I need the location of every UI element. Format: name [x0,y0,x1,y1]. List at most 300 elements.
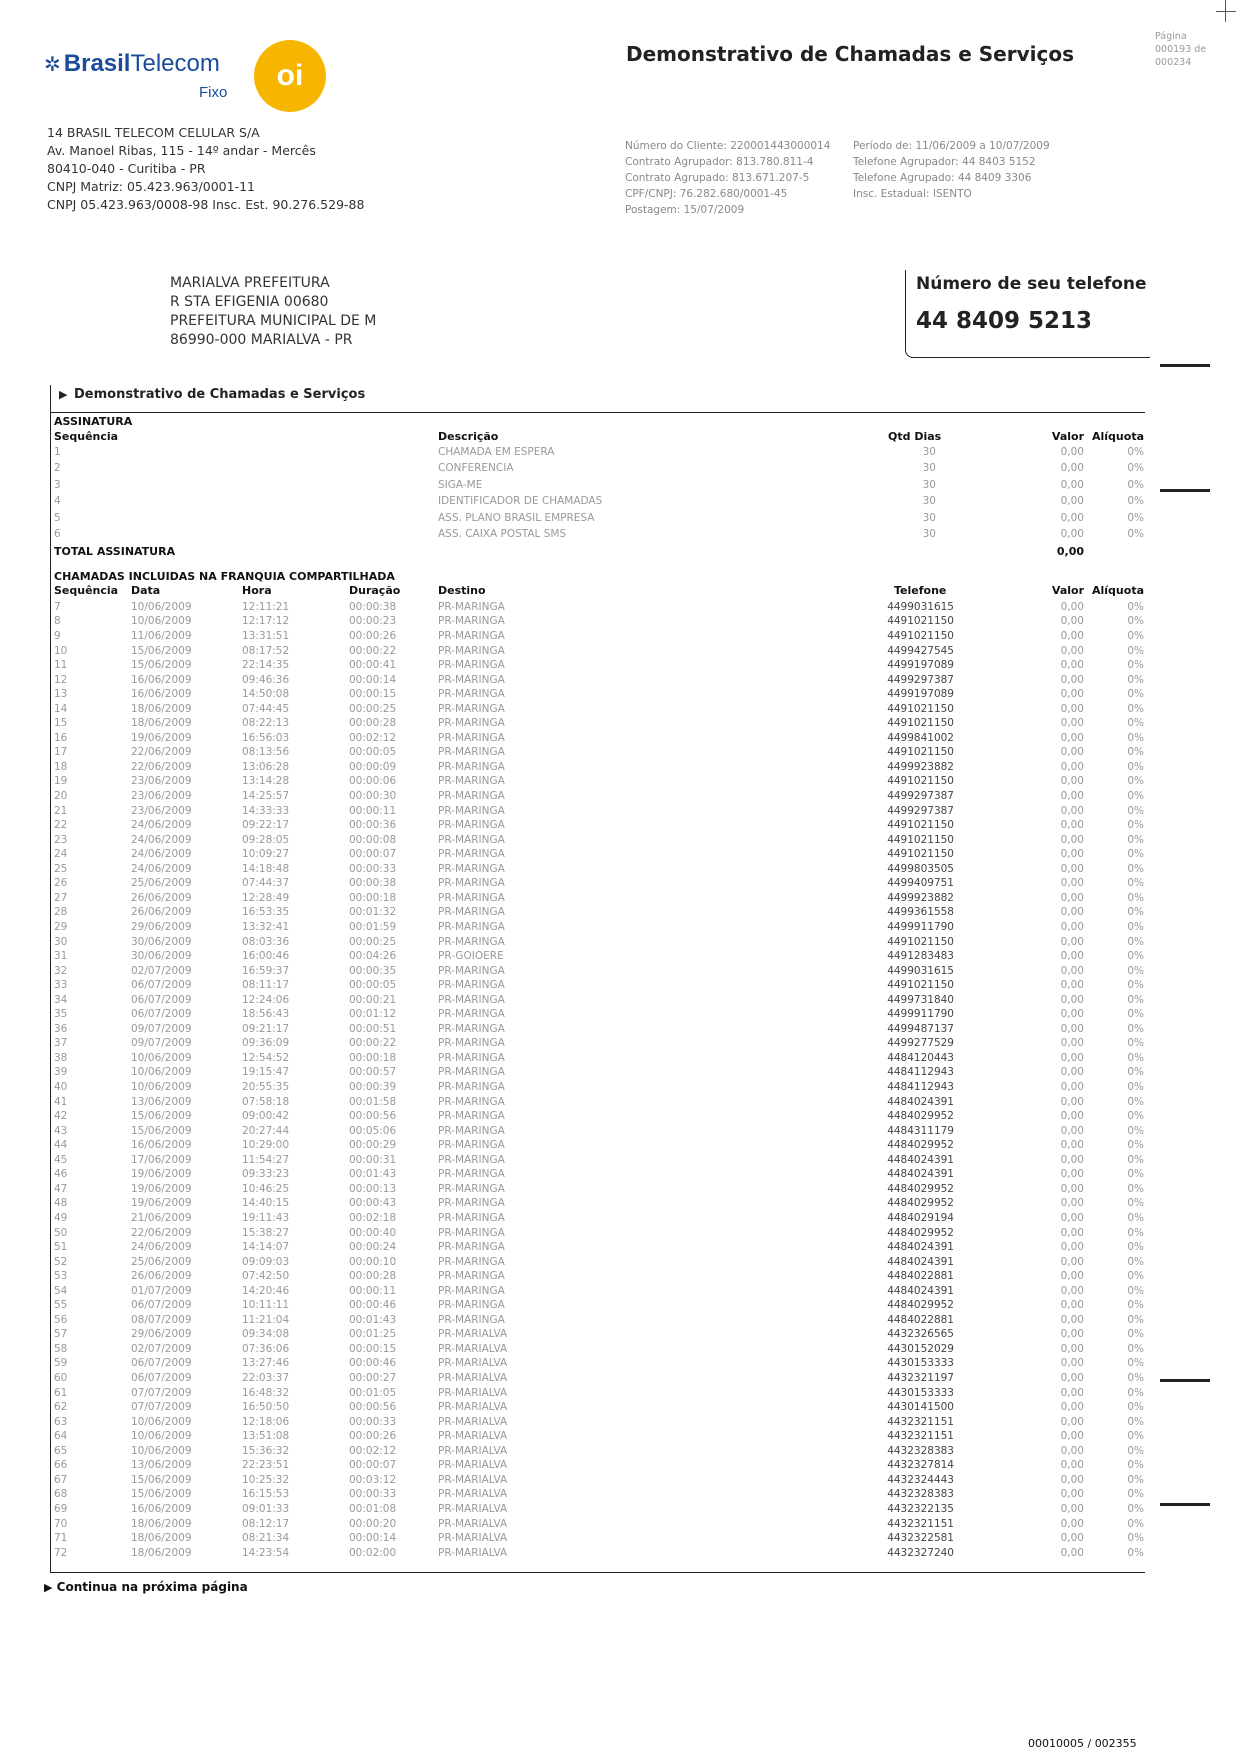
seq-cell: 18 [54,760,68,773]
print-mark [1160,1379,1210,1382]
call-row [54,687,1144,702]
duration-cell: 00:04:26 [349,950,397,963]
date-cell: 02/07/2009 [131,964,192,977]
call-row [54,745,1144,760]
time-cell: 09:36:09 [242,1037,290,1050]
seq-cell: 26 [54,877,68,890]
valor-cell: 0,00 [1060,1415,1084,1428]
seq-cell: 25 [54,862,68,875]
phone-number-box [905,270,1150,358]
call-row [54,1095,1144,1110]
duration-cell: 00:00:33 [349,862,397,875]
duration-cell: 00:00:41 [349,659,397,672]
valor-cell: 0,00 [1060,1284,1084,1297]
seq-cell: 15 [54,717,68,730]
duration-cell: 00:00:11 [349,1284,397,1297]
time-cell: 20:27:44 [242,1124,290,1137]
date-cell: 15/06/2009 [131,1124,192,1137]
col-aliquota: Alíquota [1092,429,1144,443]
date-cell: 01/07/2009 [131,1284,192,1297]
duration-cell: 00:00:18 [349,1051,397,1064]
valor-cell: 0,00 [1060,717,1084,730]
desc-cell: SIGA-ME [438,478,483,491]
call-row [54,1502,1144,1517]
time-cell: 16:00:46 [242,950,290,963]
valor-cell: 0,00 [1060,1430,1084,1443]
call-row [54,1517,1144,1532]
date-cell: 24/06/2009 [131,1241,192,1254]
date-cell: 06/07/2009 [131,1008,192,1021]
col-aliquota: Alíquota [1092,584,1144,598]
valor-cell: 0,00 [1060,935,1084,948]
destination-cell: PR-MARINGA [438,1241,505,1254]
destination-cell: PR-MARINGA [438,891,505,904]
valor-cell: 0,00 [1060,1357,1084,1370]
time-cell: 14:23:54 [242,1546,290,1559]
seq-cell: 3 [54,478,61,491]
destination-cell: PR-MARINGA [438,935,505,948]
phone-cell: 4484112943 [887,1066,954,1079]
seq-cell: 57 [54,1328,68,1341]
aliquota-cell: 0% [1127,615,1144,628]
assinatura-label: ASSINATURA [54,415,133,428]
duration-cell: 00:00:38 [349,600,397,613]
valor-cell: 0,00 [1060,1488,1084,1501]
assinatura-header [54,430,1144,445]
destination-cell: PR-MARINGA [438,877,505,890]
duration-cell: 00:00:24 [349,1241,397,1254]
date-cell: 15/06/2009 [131,1488,192,1501]
duration-cell: 00:00:56 [349,1401,397,1414]
duration-cell: 00:00:22 [349,1037,397,1050]
aliquota-cell: 0% [1127,1502,1144,1515]
date-cell: 18/06/2009 [131,1517,192,1530]
seq-cell: 9 [54,629,61,642]
destination-cell: PR-MARINGA [438,1226,505,1239]
seq-cell: 49 [54,1211,68,1224]
oi-logo: oi [254,40,326,112]
time-cell: 08:17:52 [242,644,290,657]
aliquota-cell: 0% [1127,1488,1144,1501]
aliquota-cell: 0% [1127,511,1144,524]
duration-cell: 00:00:23 [349,615,397,628]
date-cell: 18/06/2009 [131,717,192,730]
destination-cell: PR-MARINGA [438,746,505,759]
date-cell: 23/06/2009 [131,775,192,788]
duration-cell: 00:05:06 [349,1124,397,1137]
time-cell: 09:46:36 [242,673,290,686]
aliquota-cell: 0% [1127,979,1144,992]
footer-code: 00010005 / 002355 [1028,1737,1137,1750]
time-cell: 15:36:32 [242,1444,290,1457]
desc-cell: IDENTIFICADOR DE CHAMADAS [438,495,603,508]
duration-cell: 00:00:05 [349,979,397,992]
aliquota-cell: 0% [1127,1415,1144,1428]
date-cell: 26/06/2009 [131,1270,192,1283]
time-cell: 11:21:04 [242,1313,290,1326]
destination-cell: PR-MARIALVA [438,1488,508,1501]
duration-cell: 00:00:27 [349,1372,397,1384]
seq-cell: 8 [54,615,61,628]
duration-cell: 00:00:15 [349,1342,397,1355]
duration-cell: 00:00:33 [349,1488,397,1501]
date-cell: 10/06/2009 [131,1081,192,1093]
valor-cell: 0,00 [1060,1226,1084,1239]
valor-cell: 0,00 [1060,877,1084,890]
aliquota-cell: 0% [1127,1546,1144,1559]
chamadas-title [54,570,1144,585]
aliquota-cell: 0% [1127,790,1144,802]
col-descricao: Descrição [438,429,499,443]
valor-cell: 0,00 [1060,1051,1084,1064]
seq-cell: 55 [54,1299,68,1312]
seq-cell: 10 [54,644,68,657]
call-row [54,964,1144,979]
duration-cell: 00:00:46 [349,1299,397,1312]
time-cell: 16:56:03 [242,731,290,744]
call-row [54,1138,1144,1153]
phone-cell: 4499297387 [887,790,954,802]
valor-cell: 0,00 [1060,1401,1084,1414]
destination-cell: PR-MARIALVA [438,1546,508,1559]
date-cell: 17/06/2009 [131,1153,192,1166]
seq-cell: 22 [54,819,68,832]
destination-cell: PR-MARIALVA [438,1401,508,1414]
date-cell: 09/07/2009 [131,1037,192,1050]
destination-cell: PR-MARIALVA [438,1473,508,1486]
destination-cell: PR-MARINGA [438,629,505,642]
aliquota-cell: 0% [1127,644,1144,657]
call-row [54,1327,1144,1342]
seq-cell: 16 [54,731,68,744]
valor-cell: 0,00 [1060,819,1084,832]
date-cell: 24/06/2009 [131,848,192,861]
phone-cell: 4499031615 [887,964,954,977]
valor-cell: 0,00 [1060,1182,1084,1195]
duration-cell: 00:00:09 [349,760,397,773]
aliquota-cell: 0% [1127,673,1144,686]
duration-cell: 00:00:18 [349,891,397,904]
seq-cell: 5 [54,511,61,524]
seq-cell: 14 [54,702,68,715]
time-cell: 16:53:35 [242,906,290,919]
destination-cell: PR-MARINGA [438,804,505,817]
time-cell: 07:58:18 [242,1095,290,1108]
call-row [54,993,1144,1008]
valor-cell: 0,00 [1060,1372,1084,1384]
valor-cell: 0,00 [1060,702,1084,715]
phone-label: Número de seu telefone [916,274,1147,294]
phone-cell: 4491021150 [887,615,954,628]
aliquota-cell: 0% [1127,702,1144,715]
aliquota-cell: 0% [1127,760,1144,773]
time-cell: 07:44:45 [242,702,290,715]
time-cell: 22:23:51 [242,1459,290,1472]
date-cell: 10/06/2009 [131,1066,192,1079]
aliquota-cell: 0% [1127,1386,1144,1399]
aliquota-cell: 0% [1127,1517,1144,1530]
time-cell: 22:14:35 [242,659,290,672]
time-cell: 09:22:17 [242,819,290,832]
seq-cell: 19 [54,775,68,788]
seq-cell: 33 [54,979,68,992]
valor-cell: 0,00 [1060,746,1084,759]
time-cell: 13:14:28 [242,775,290,788]
time-cell: 12:54:52 [242,1051,290,1064]
aliquota-cell: 0% [1127,993,1144,1006]
duration-cell: 00:01:12 [349,1008,397,1021]
seq-cell: 71 [54,1532,68,1545]
call-row [54,1444,1144,1459]
date-cell: 19/06/2009 [131,1182,192,1195]
destination-cell: PR-MARINGA [438,1168,505,1181]
seq-cell: 7 [54,600,61,613]
destination-cell: PR-MARINGA [438,600,505,613]
phone-cell: 4499197089 [887,659,954,672]
seq-cell: 60 [54,1372,68,1384]
seq-cell: 17 [54,746,68,759]
aliquota-cell: 0% [1127,775,1144,788]
aliquota-cell: 0% [1127,1081,1144,1093]
date-cell: 06/07/2009 [131,993,192,1006]
seq-cell: 32 [54,964,68,977]
call-row [54,1051,1144,1066]
call-row [54,1080,1144,1095]
aliquota-cell: 0% [1127,1168,1144,1181]
valor-cell: 0,00 [1060,804,1084,817]
time-cell: 14:20:46 [242,1284,290,1297]
destination-cell: PR-MARIALVA [438,1328,508,1341]
destination-cell: PR-MARINGA [438,644,505,657]
call-row [54,1473,1144,1488]
date-cell: 13/06/2009 [131,1459,192,1472]
seq-cell: 6 [54,527,61,540]
valor-cell: 0,00 [1060,1168,1084,1181]
phone-cell: 4499297387 [887,804,954,817]
time-cell: 14:14:07 [242,1241,290,1254]
aliquota-cell: 0% [1127,935,1144,948]
phone-cell: 4484024391 [887,1284,954,1297]
call-row [54,1007,1144,1022]
time-cell: 18:56:43 [242,1008,290,1021]
duration-cell: 00:01:43 [349,1168,397,1181]
valor-cell: 0,00 [1060,1328,1084,1341]
seq-cell: 35 [54,1008,68,1021]
call-row [54,1196,1144,1211]
date-cell: 15/06/2009 [131,1473,192,1486]
valor-cell: 0,00 [1060,993,1084,1006]
call-row [54,1167,1144,1182]
phone-cell: 4499297387 [887,673,954,686]
phone-cell: 4484029952 [887,1197,954,1210]
phone-cell: 4484024391 [887,1168,954,1181]
crop-mark [1216,11,1236,12]
call-row [54,760,1144,775]
valor-cell: 0,00 [1060,1517,1084,1530]
date-cell: 11/06/2009 [131,629,192,642]
aliquota-cell: 0% [1127,1430,1144,1443]
date-cell: 10/06/2009 [131,1051,192,1064]
phone-cell: 4491021150 [887,746,954,759]
valor-cell: 0,00 [1060,478,1084,491]
seq-cell: 29 [54,920,68,933]
valor-cell: 0,00 [1060,950,1084,963]
destination-cell: PR-MARIALVA [438,1386,508,1399]
duration-cell: 00:00:46 [349,1357,397,1370]
destination-cell: PR-GOIOERE [438,950,504,963]
destination-cell: PR-MARINGA [438,688,505,701]
seq-cell: 50 [54,1226,68,1239]
phone-cell: 4432328383 [887,1444,954,1457]
seq-cell: 54 [54,1284,68,1297]
aliquota-cell: 0% [1127,1372,1144,1384]
duration-cell: 00:00:20 [349,1517,397,1530]
triangle-right-icon: ▶ [59,388,68,401]
valor-cell: 0,00 [1060,462,1084,475]
call-row [54,1240,1144,1255]
destination-cell: PR-MARINGA [438,1182,505,1195]
valor-cell: 0,00 [1060,1473,1084,1486]
date-cell: 18/06/2009 [131,702,192,715]
call-row [54,716,1144,731]
destination-cell: PR-MARINGA [438,673,505,686]
call-row [54,862,1144,877]
time-cell: 12:11:21 [242,600,290,613]
destination-cell: PR-MARINGA [438,833,505,846]
seq-cell: 23 [54,833,68,846]
aliquota-cell: 0% [1127,1328,1144,1341]
valor-cell: 0,00 [1060,906,1084,919]
seq-cell: 48 [54,1197,68,1210]
valor-cell: 0,00 [1060,1386,1084,1399]
page-indicator: Página 000193 de 000234 [1155,31,1207,68]
date-cell: 10/06/2009 [131,1430,192,1443]
valor-cell: 0,00 [1060,760,1084,773]
assinatura-row [54,511,1144,526]
aliquota-cell: 0% [1127,495,1144,508]
seq-cell: 24 [54,848,68,861]
duration-cell: 00:00:07 [349,1459,397,1472]
valor-cell: 0,00 [1060,688,1084,701]
aliquota-cell: 0% [1127,1401,1144,1414]
time-cell: 12:17:12 [242,615,290,628]
valor-cell: 0,00 [1060,527,1084,540]
destination-cell: PR-MARINGA [438,1124,505,1137]
seq-cell: 20 [54,790,68,802]
print-mark [1160,489,1210,492]
destination-cell: PR-MARINGA [438,659,505,672]
date-cell: 16/06/2009 [131,673,192,686]
valor-cell: 0,00 [1060,1037,1084,1050]
seq-cell: 12 [54,673,68,686]
valor-cell: 0,00 [1060,673,1084,686]
qtd-cell: 30 [922,495,936,508]
aliquota-cell: 0% [1127,1211,1144,1224]
aliquota-cell: 0% [1127,746,1144,759]
phone-cell: 4491021150 [887,848,954,861]
destination-cell: PR-MARINGA [438,1270,505,1283]
phone-cell: 4432322135 [887,1502,954,1515]
date-cell: 25/06/2009 [131,877,192,890]
duration-cell: 00:01:08 [349,1502,397,1515]
valor-cell: 0,00 [1060,446,1084,459]
call-row [54,1211,1144,1226]
desc-cell: ASS. PLANO BRASIL EMPRESA [438,511,595,524]
call-row [54,1371,1144,1386]
time-cell: 13:06:28 [242,760,290,773]
valor-cell: 0,00 [1060,1153,1084,1166]
aliquota-cell: 0% [1127,1459,1144,1472]
aliquota-cell: 0% [1127,1110,1144,1123]
seq-cell: 30 [54,935,68,948]
destination-cell: PR-MARINGA [438,906,505,919]
aliquota-cell: 0% [1127,1313,1144,1326]
valor-cell: 0,00 [1060,511,1084,524]
seq-cell: 51 [54,1241,68,1254]
call-row [54,1415,1144,1430]
phone-cell: 4484029952 [887,1139,954,1152]
assinatura-row [54,445,1144,460]
duration-cell: 00:00:57 [349,1066,397,1079]
seq-cell: 39 [54,1066,68,1079]
phone-cell: 4499731840 [887,993,954,1006]
date-cell: 29/06/2009 [131,1328,192,1341]
seq-cell: 36 [54,1022,68,1035]
destination-cell: PR-MARIALVA [438,1532,508,1545]
phone-cell: 4432322581 [887,1532,954,1545]
recipient-address: MARIALVA PREFEITURA R STA EFIGENIA 00680 PREFEITURA MUNICIPAL DE M 86990-000 MARIALVA - PR [170,275,377,348]
qtd-cell: 30 [922,511,936,524]
aliquota-cell: 0% [1127,1037,1144,1050]
call-row [54,731,1144,746]
seq-cell: 37 [54,1037,68,1050]
aliquota-cell: 0% [1127,1342,1144,1355]
duration-cell: 00:00:25 [349,702,397,715]
phone-cell: 4484024391 [887,1255,954,1268]
phone-cell: 4484024391 [887,1095,954,1108]
duration-cell: 00:01:58 [349,1095,397,1108]
qtd-cell: 30 [922,446,936,459]
time-cell: 07:42:50 [242,1270,290,1283]
phone-cell: 4432327814 [887,1459,954,1472]
seq-cell: 45 [54,1153,68,1166]
aliquota-cell: 0% [1127,629,1144,642]
col-sequencia: Sequência [54,584,119,598]
aliquota-cell: 0% [1127,1182,1144,1195]
destination-cell: PR-MARINGA [438,731,505,744]
time-cell: 12:28:49 [242,891,290,904]
phone-cell: 4499487137 [887,1022,954,1035]
date-cell: 10/06/2009 [131,615,192,628]
seq-cell: 63 [54,1415,68,1428]
date-cell: 26/06/2009 [131,906,192,919]
phone-cell: 4484029952 [887,1226,954,1239]
destination-cell: PR-MARINGA [438,993,505,1006]
valor-cell: 0,00 [1060,1022,1084,1035]
destination-cell: PR-MARINGA [438,1299,505,1312]
phone-cell: 4491021150 [887,702,954,715]
aliquota-cell: 0% [1127,1022,1144,1035]
phone-cell: 4430152029 [887,1342,954,1355]
aliquota-cell: 0% [1127,891,1144,904]
valor-cell: 0,00 [1060,1066,1084,1079]
phone-cell: 4484029952 [887,1182,954,1195]
phone-cell: 4499427545 [887,644,954,657]
destination-cell: PR-MARIALVA [438,1415,508,1428]
valor-cell: 0,00 [1060,1546,1084,1559]
aliquota-cell: 0% [1127,819,1144,832]
seq-cell: 4 [54,495,61,508]
